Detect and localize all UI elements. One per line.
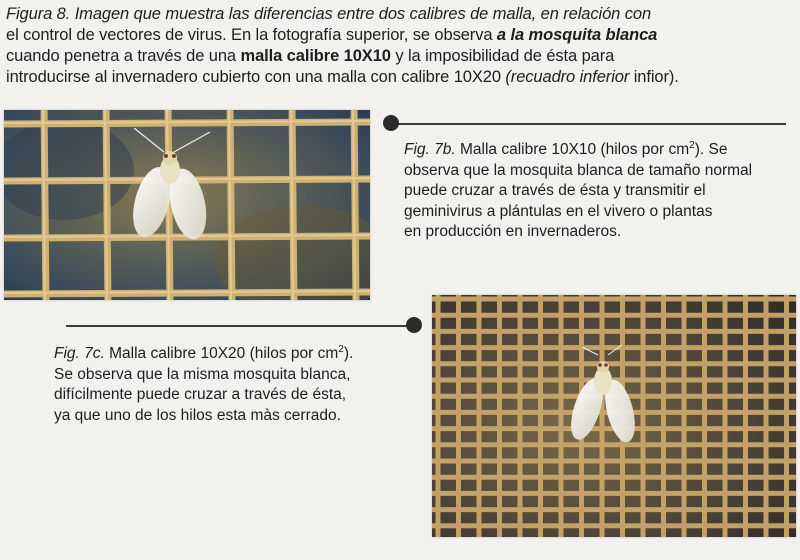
caption-text-4: introducirse al invernadero cubierto con una malla con calibre 10X20 bbox=[6, 68, 506, 86]
photo-mesh-10x10 bbox=[4, 110, 370, 300]
fig-7b-superscript: 2 bbox=[689, 139, 695, 151]
fig-7c-text-4: ya que uno de los hilos esta màs cerrado. bbox=[54, 406, 341, 424]
fig-7c-text-3: difícilmente puede cruzar a través de ésta, bbox=[54, 386, 347, 403]
caption-emphasis-mesh: malla calibre 10X10 bbox=[240, 47, 391, 65]
fig-7b-text-2: observa que la mosquita blanca de tamaño normal bbox=[404, 161, 753, 179]
fig-7b-text-1: Malla calibre 10X10 (hilos por cm bbox=[455, 141, 690, 158]
figure-label: Figura 8. bbox=[6, 5, 71, 23]
caption-text-2: el control de vectores de virus. En la fotografía superior, se observa bbox=[6, 26, 497, 44]
fig-7c-text-2: Se observa que la misma mosquita blanca, bbox=[54, 365, 351, 383]
fig-7b-text-4: geminivirus a plántulas en el vivero o plantas bbox=[404, 202, 713, 220]
note-fig-7b bbox=[404, 140, 794, 243]
caption-text-3: cuando penetra a través de una bbox=[6, 47, 241, 65]
fig-7b-text-5: en producción en invernaderos. bbox=[404, 223, 622, 240]
divider-line-7b bbox=[392, 123, 786, 125]
fig-7c-text-1: Malla calibre 10X20 (hilos por cm bbox=[104, 345, 339, 362]
caption-line-3 bbox=[6, 46, 796, 67]
bullet-dot-7c bbox=[406, 317, 422, 333]
caption-text-1: Imagen que muestra las diferencias entre dos calibres de malla, en relación con bbox=[74, 5, 652, 23]
caption-line-2 bbox=[6, 25, 796, 46]
photo-mesh-10x20 bbox=[432, 295, 796, 537]
caption-text-3b: y la imposibilidad de ésta para bbox=[390, 47, 615, 65]
bullet-dot-7b bbox=[383, 115, 399, 131]
fig-7c-text-1-end: ). bbox=[343, 345, 354, 362]
note-7c-line-1 bbox=[54, 344, 424, 365]
note-7b-line-1 bbox=[404, 140, 794, 161]
divider-line-7c bbox=[66, 325, 414, 327]
caption-line-4 bbox=[6, 67, 796, 88]
mesh-10x10-image bbox=[4, 110, 370, 300]
fig-7c-label: Fig. 7c. bbox=[54, 345, 105, 362]
caption-line-1 bbox=[6, 4, 796, 25]
caption-emphasis-whitefly: a la mosquita blanca bbox=[496, 26, 658, 44]
fig-7b-text-1-end: ). Se bbox=[694, 141, 728, 158]
caption-text-4b: infior). bbox=[629, 68, 679, 86]
figure-caption bbox=[6, 4, 796, 88]
note-fig-7c bbox=[54, 344, 424, 426]
mesh-10x20-image bbox=[432, 295, 796, 537]
fig-7b-label: Fig. 7b. bbox=[404, 141, 456, 158]
caption-paren: (recuadro inferior bbox=[505, 68, 630, 86]
fig-7c-superscript: 2 bbox=[338, 343, 344, 355]
fig-7b-text-3: puede cruzar a través de ésta y transmitir el bbox=[404, 182, 706, 199]
